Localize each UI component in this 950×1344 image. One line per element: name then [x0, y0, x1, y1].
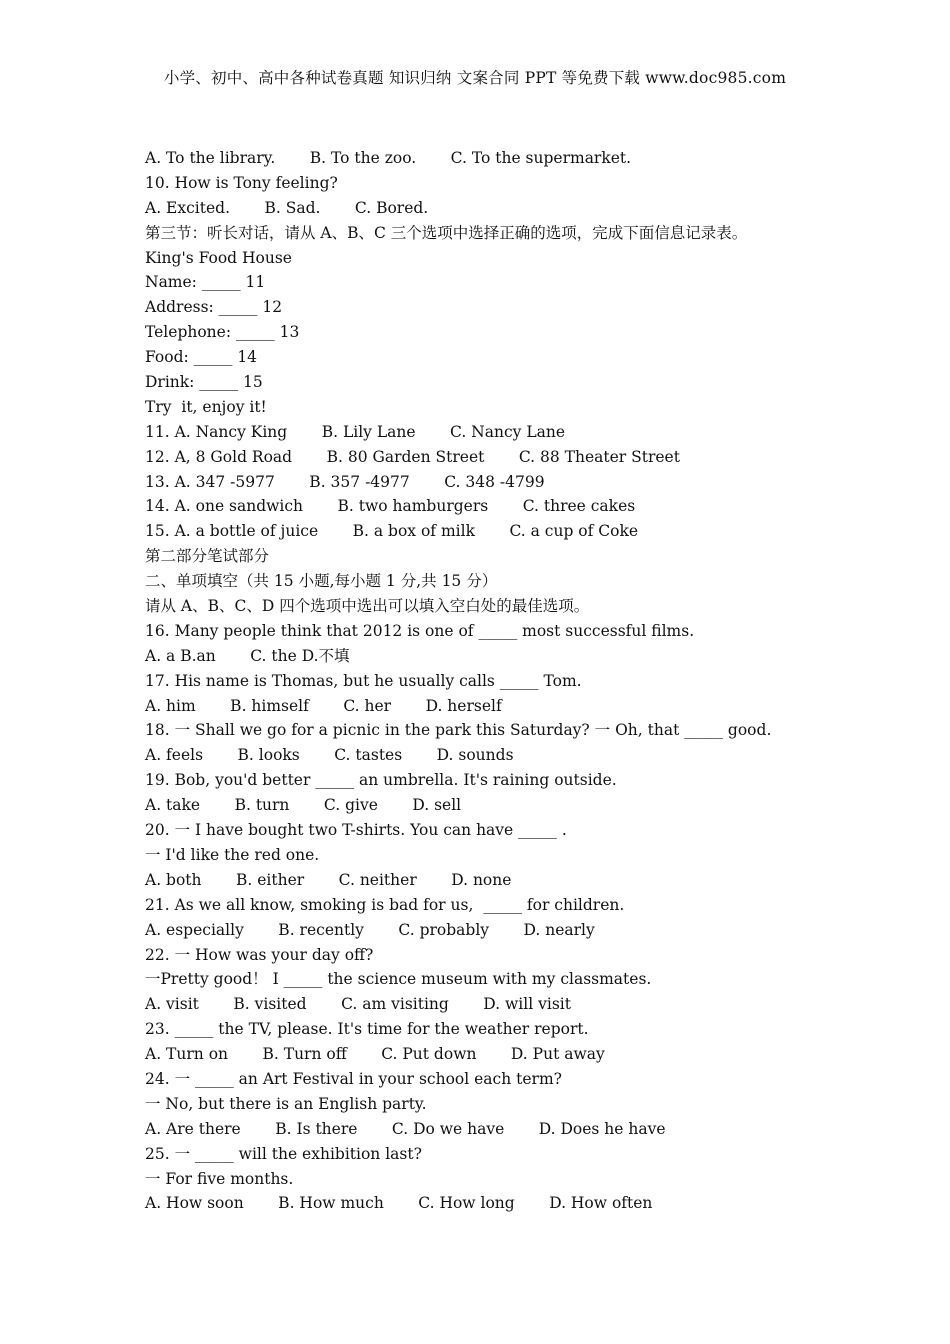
q19-options: A. take B. turn C. give D. sell	[145, 796, 462, 815]
q20-question: 20. 一 I have bought two T-shirts. You can have _____ .	[145, 821, 567, 840]
q18-question: 18. 一 Shall we go for a picnic in the park this Saturday? 一 Oh, that _____ good.	[145, 721, 772, 740]
q15-options: 15. A. a bottle of juice B. a box of milk C. a cup of Coke	[145, 522, 639, 541]
form-title: King's Food House	[145, 248, 292, 267]
q22-options: A. visit B. visited C. am visiting D. will visit	[145, 995, 571, 1014]
q23-question: 23. _____ the TV, please. It's time for the weather report.	[145, 1020, 589, 1039]
q25-dialog: 一 For five months.	[145, 1169, 294, 1188]
part2-heading: 第二部分笔试部分	[145, 547, 270, 566]
section2-instruction: 请从 A、B、C、D 四个选项中选出可以填入空白处的最佳选项。	[145, 597, 590, 616]
q21-options: A. especially B. recently C. probably D. nearly	[145, 920, 595, 939]
form-address: Address: _____ 12	[145, 298, 283, 317]
q24-options: A. Are there B. Is there C. Do we have D. Does he have	[145, 1119, 666, 1138]
q18-options: A. feels B. looks C. tastes D. sounds	[145, 746, 514, 765]
q22-question: 22. 一 How was your day off?	[145, 945, 374, 964]
q17-options: A. him B. himself C. her D. herself	[145, 696, 502, 715]
q10-question: 10. How is Tony feeling?	[145, 173, 338, 192]
q21-question: 21. As we all know, smoking is bad for us, _____ for children.	[145, 895, 625, 914]
q16-question: 16. Many people think that 2012 is one of _____ most successful films.	[145, 621, 695, 640]
q10-options: A. Excited. B. Sad. C. Bored.	[145, 198, 429, 217]
document-body	[145, 146, 845, 1216]
q25-options: A. How soon B. How much C. How long D. How often	[145, 1194, 653, 1213]
form-slogan: Try it, enjoy it!	[145, 397, 267, 416]
q13-options: 13. A. 347 -5977 B. 357 -4977 C. 348 -4799	[145, 472, 545, 491]
q20-dialog: 一 I'd like the red one.	[145, 845, 320, 864]
q20-options: A. both B. either C. neither D. none	[145, 870, 512, 889]
q19-question: 19. Bob, you'd better _____ an umbrella. It's raining outside.	[145, 771, 617, 790]
q24-dialog: 一 No, but there is an English party.	[145, 1094, 427, 1113]
q14-options: 14. A. one sandwich B. two hamburgers C. three cakes	[145, 497, 636, 516]
form-name: Name: _____ 11	[145, 273, 266, 292]
q25-question: 25. 一 _____ will the exhibition last?	[145, 1144, 422, 1163]
form-telephone: Telephone: _____ 13	[145, 323, 300, 342]
q12-options: 12. A, 8 Gold Road B. 80 Garden Street C. 88 Theater Street	[145, 447, 680, 466]
q9-options: A. To the library. B. To the zoo. C. To the supermarket.	[145, 149, 632, 167]
q22-dialog: 一Pretty good！ I _____ the science museum with my classmates.	[145, 970, 652, 989]
form-drink: Drink: _____ 15	[145, 373, 263, 392]
q17-question: 17. His name is Thomas, but he usually calls _____ Tom.	[145, 671, 582, 690]
form-food: Food: _____ 14	[145, 348, 258, 367]
page-header: 小学、初中、高中各种试卷真题 知识归纳 文案合同 PPT 等免费下载 www.doc985.com	[163, 69, 787, 87]
q24-question: 24. 一 _____ an Art Festival in your school each term?	[145, 1069, 562, 1088]
q11-options: 11. A. Nancy King B. Lily Lane C. Nancy Lane	[145, 422, 566, 441]
q23-options: A. Turn on B. Turn off C. Put down D. Put away	[145, 1045, 605, 1064]
q16-options: A. a B.an C. the D.不填	[145, 646, 350, 665]
section2-heading: 二、单项填空（共 15 小题,每小题 1 分,共 15 分）	[145, 572, 498, 591]
section3-instruction: 第三节：听长对话，请从 A、B、C 三个选项中选择正确的选项，完成下面信息记录表。	[145, 223, 748, 242]
